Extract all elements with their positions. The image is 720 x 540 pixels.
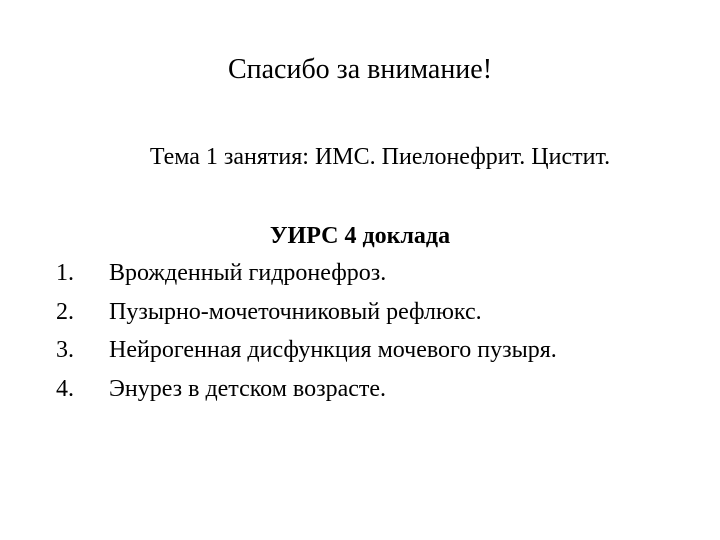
list-item-text: Пузырно-мочеточниковый рефлюкс. bbox=[109, 298, 482, 325]
uirs-heading: УИРС 4 доклада bbox=[269, 223, 451, 249]
list-item-number: 1. bbox=[56, 260, 74, 286]
list-item-number: 4. bbox=[56, 375, 74, 402]
list-item-number: 2. bbox=[56, 298, 74, 325]
list-item-text: Энурез в детском возрасте. bbox=[109, 375, 387, 402]
list-item-text: Нейрогенная дисфункция мочевого пузыря. bbox=[109, 337, 557, 363]
slide-title: Спасибо за внимание! bbox=[227, 54, 493, 85]
list-item-text: Врожденный гидронефроз. bbox=[109, 260, 387, 286]
lesson-topic: Тема 1 занятия: ИМС. Пиелонефрит. Цистит. bbox=[149, 144, 611, 170]
list-item-number: 3. bbox=[56, 337, 74, 363]
